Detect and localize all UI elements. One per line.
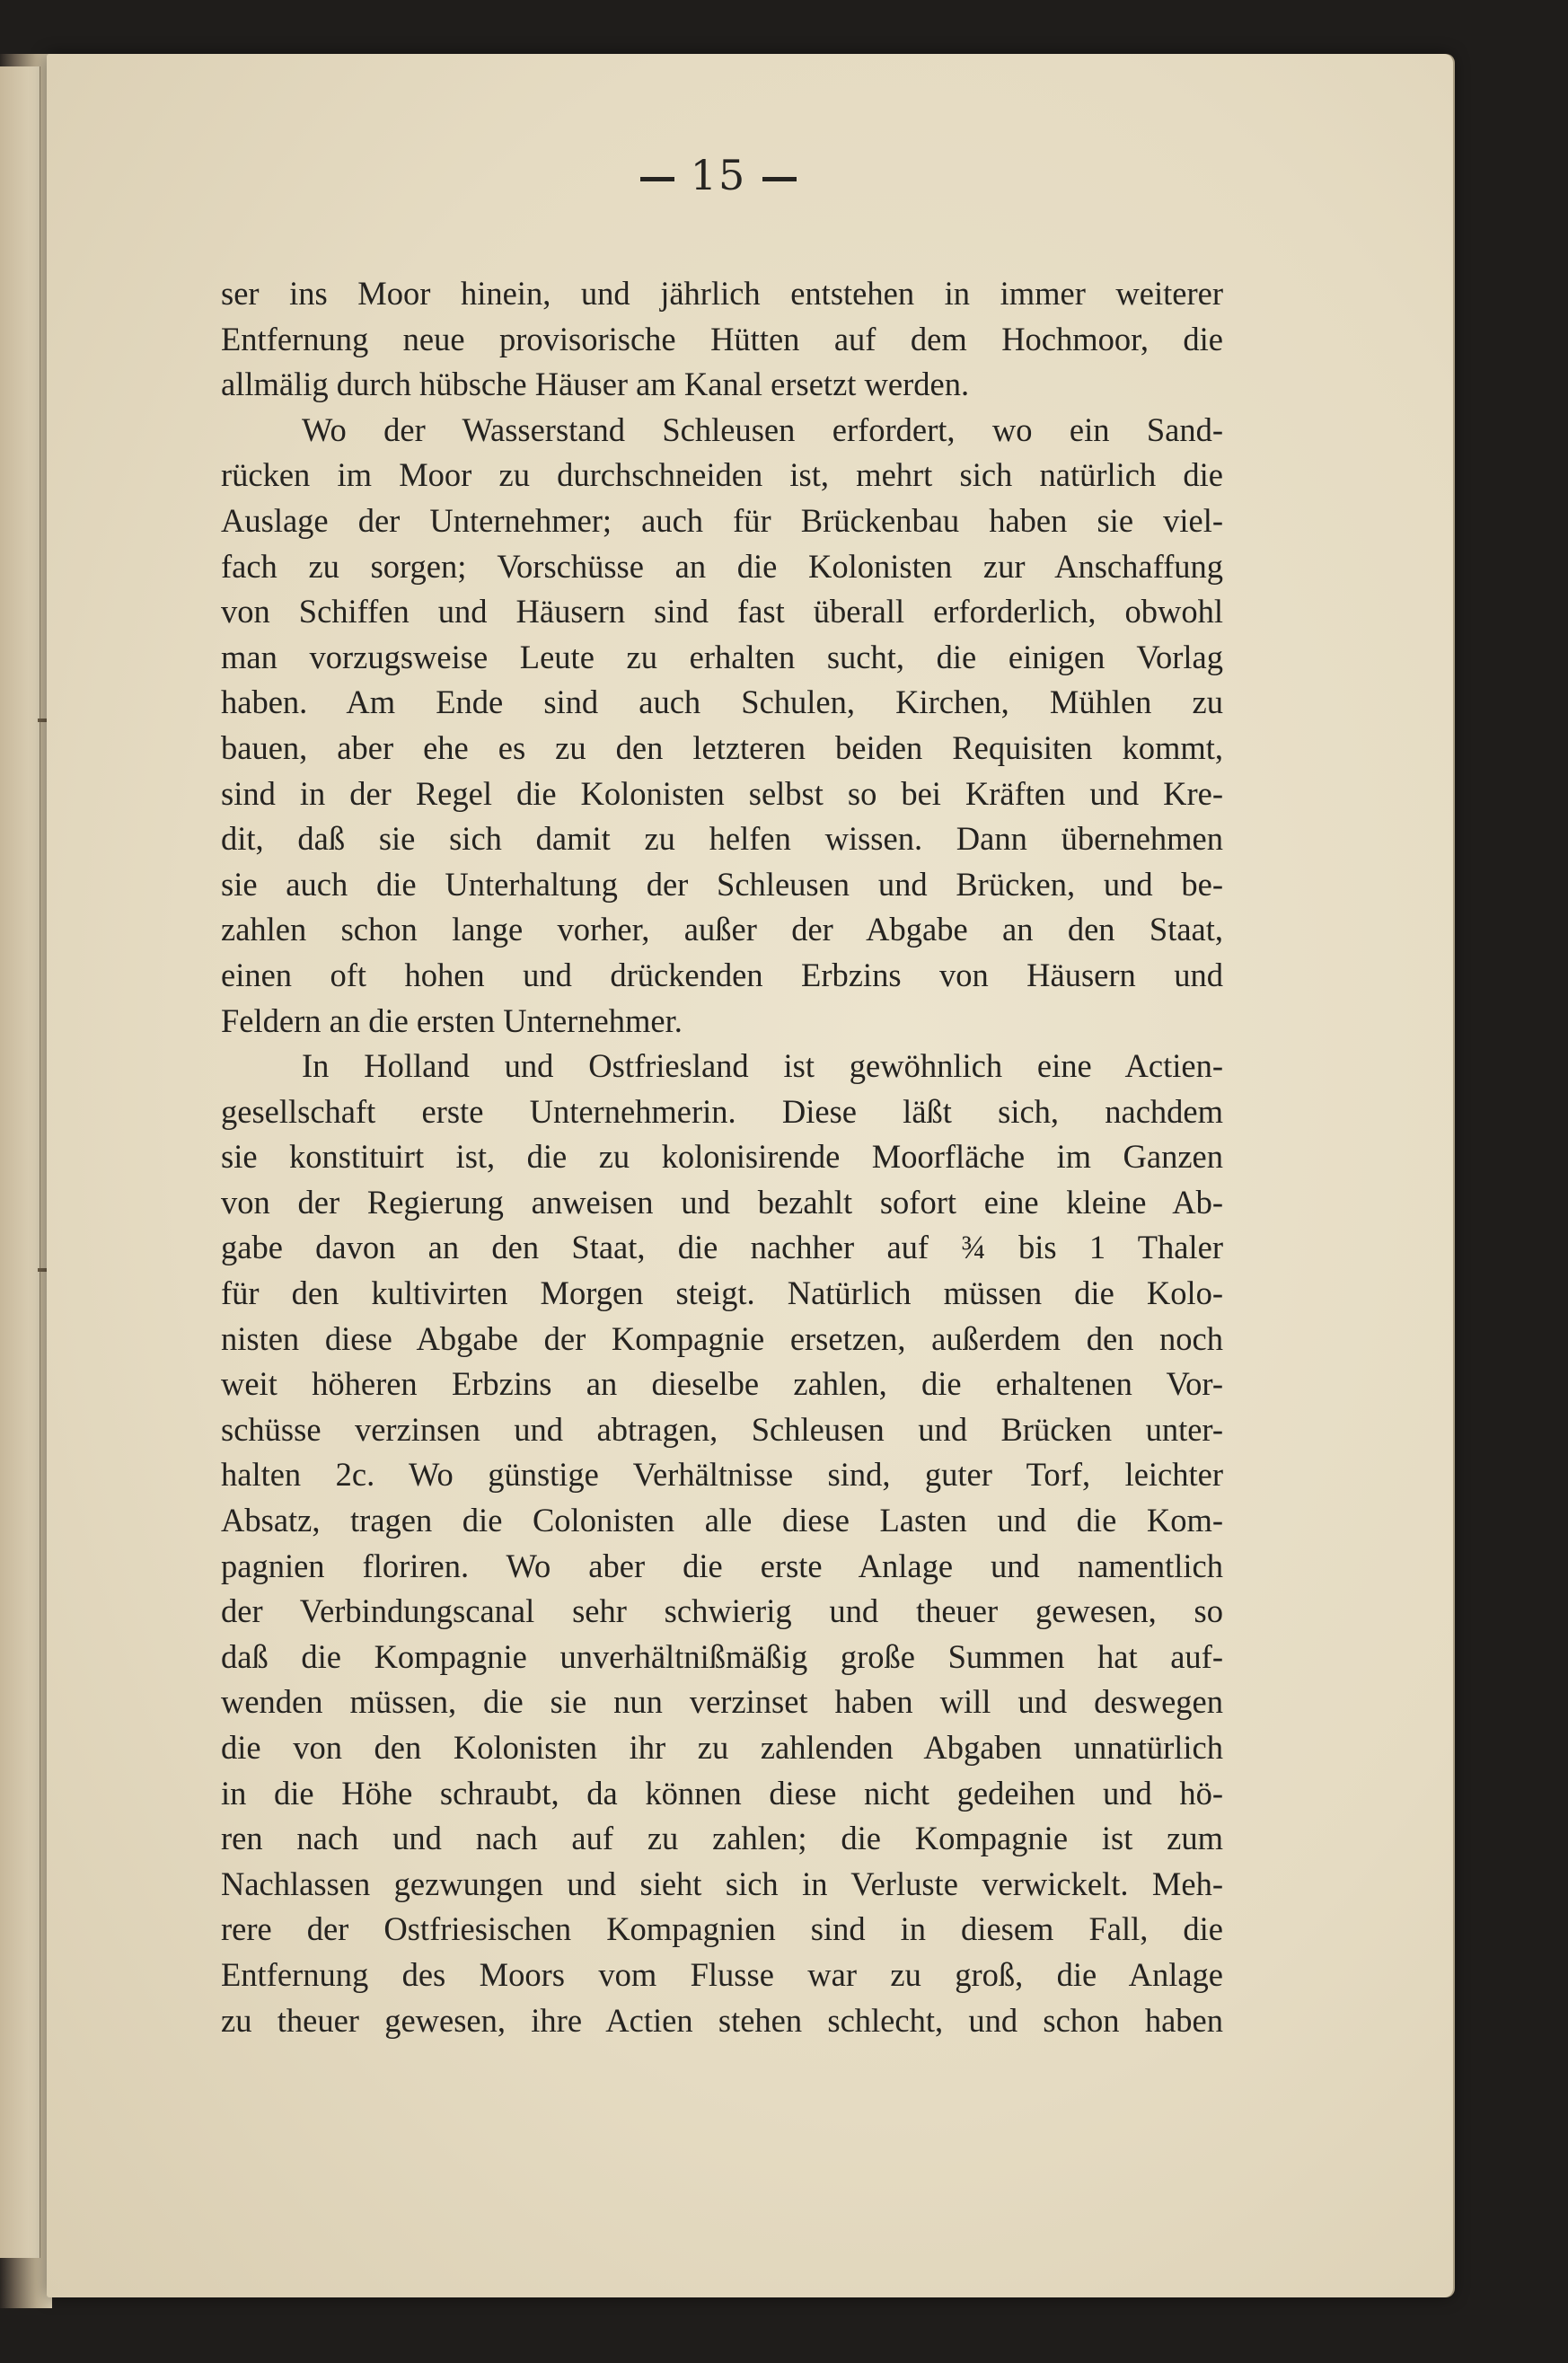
text-line: für den kultivirten Morgen steigt. Natürlich müssen die Kolo- [221,1274,1223,1312]
text-line: bauen, aber ehe es zu den letzteren beiden Requisiten kommt, [221,728,1223,766]
text-line: in die Höhe schraubt, da können diese nicht gedeihen und hö- [221,1774,1223,1812]
text-line: halten 2c. Wo günstige Verhältnisse sind, guter Torf, leichter [221,1456,1223,1494]
page-number-dash-left [640,177,674,181]
text-line: weit höheren Erbzins an dieselbe zahlen, die erhaltenen Vor- [221,1365,1223,1403]
text-line: ren nach und nach auf zu zahlen; die Kompagnie ist zum [221,1820,1223,1857]
page-number-dash-right [762,177,797,181]
text-line: wenden müssen, die sie nun verzinset haben will und deswegen [221,1683,1223,1721]
text-line: von Schiffen und Häusern sind fast überall erforderlich, obwohl [221,593,1223,630]
previous-page-edge [0,66,40,2258]
text-line: dit, daß sie sich damit zu helfen wissen. Dann übernehmen [221,820,1223,858]
text-line: man vorzugsweise Leute zu erhalten sucht, die einigen Vorlag [221,638,1223,675]
page-edge-mark [38,1268,47,1272]
page-number-value: 15 [690,151,747,199]
body-text [221,271,1223,2043]
text-line: gesellschaft erste Unternehmerin. Diese läßt sich, nachdem [221,1092,1223,1130]
text-line: zahlen schon lange vorher, außer der Abgabe an den Staat, [221,911,1223,948]
text-line: einen oft hohen und drückenden Erbzins von Häusern und [221,956,1223,993]
text-line: haben. Am Ende sind auch Schulen, Kirchen, Mühlen zu [221,683,1223,721]
text-line: von der Regierung anweisen und bezahlt sofort eine kleine Ab- [221,1183,1223,1221]
text-line: Wo der Wasserstand Schleusen erfordert, wo ein Sand- [302,410,1223,448]
text-line: schüsse verzinsen und abtragen, Schleusen und Brücken unter- [221,1410,1223,1448]
text-line: Entfernung des Moors vom Flusse war zu groß, die Anlage [221,1955,1223,1993]
text-line: Absatz, tragen die Colonisten alle diese Lasten und die Kom- [221,1502,1223,1539]
text-line: ser ins Moor hinein, und jährlich entstehen in immer weiterer [221,275,1223,312]
text-line: In Holland und Ostfriesland ist gewöhnlich eine Actien- [302,1047,1223,1085]
text-line: nisten diese Abgabe der Kompagnie ersetzen, außerdem den noch [221,1319,1223,1357]
text-line: sind in der Regel die Kolonisten selbst so bei Kräften und Kre- [221,774,1223,812]
text-line: fach zu sorgen; Vorschüsse an die Kolonisten zur Anschaffung [221,547,1223,585]
page-number [611,151,826,199]
page-edge-mark [38,719,47,722]
text-line: Feldern an die ersten Unternehmer. [221,1001,683,1039]
text-line: die von den Kolonisten ihr zu zahlenden Abgaben unnatürlich [221,1729,1223,1766]
text-line: rere der Ostfriesischen Kompagnien sind in diesem Fall, die [221,1910,1223,1948]
text-line: Entfernung neue provisorische Hütten auf dem Hochmoor, die [221,320,1223,357]
text-line: Nachlassen gezwungen und sieht sich in Verluste verwickelt. Meh- [221,1865,1223,1902]
text-line: daß die Kompagnie unverhältnißmäßig große Summen hat auf- [221,1637,1223,1675]
text-line: allmälig durch hübsche Häuser am Kanal ersetzt werden. [221,366,970,403]
text-line: sie konstituirt ist, die zu kolonisirende Moorfläche im Ganzen [221,1138,1223,1176]
text-line: pagnien floriren. Wo aber die erste Anlage und namentlich [221,1547,1223,1584]
text-line: gabe davon an den Staat, die nachher auf ¾ bis 1 Thaler [221,1229,1223,1266]
text-line: rücken im Moor zu durchschneiden ist, mehrt sich natürlich die [221,456,1223,494]
text-line: der Verbindungscanal sehr schwierig und theuer gewesen, so [221,1592,1223,1630]
text-line: sie auch die Unterhaltung der Schleusen und Brücken, und be- [221,865,1223,903]
text-line: Auslage der Unternehmer; auch für Brückenbau haben sie viel- [221,501,1223,539]
text-line: zu theuer gewesen, ihre Actien stehen schlecht, und schon haben [221,2001,1223,2039]
